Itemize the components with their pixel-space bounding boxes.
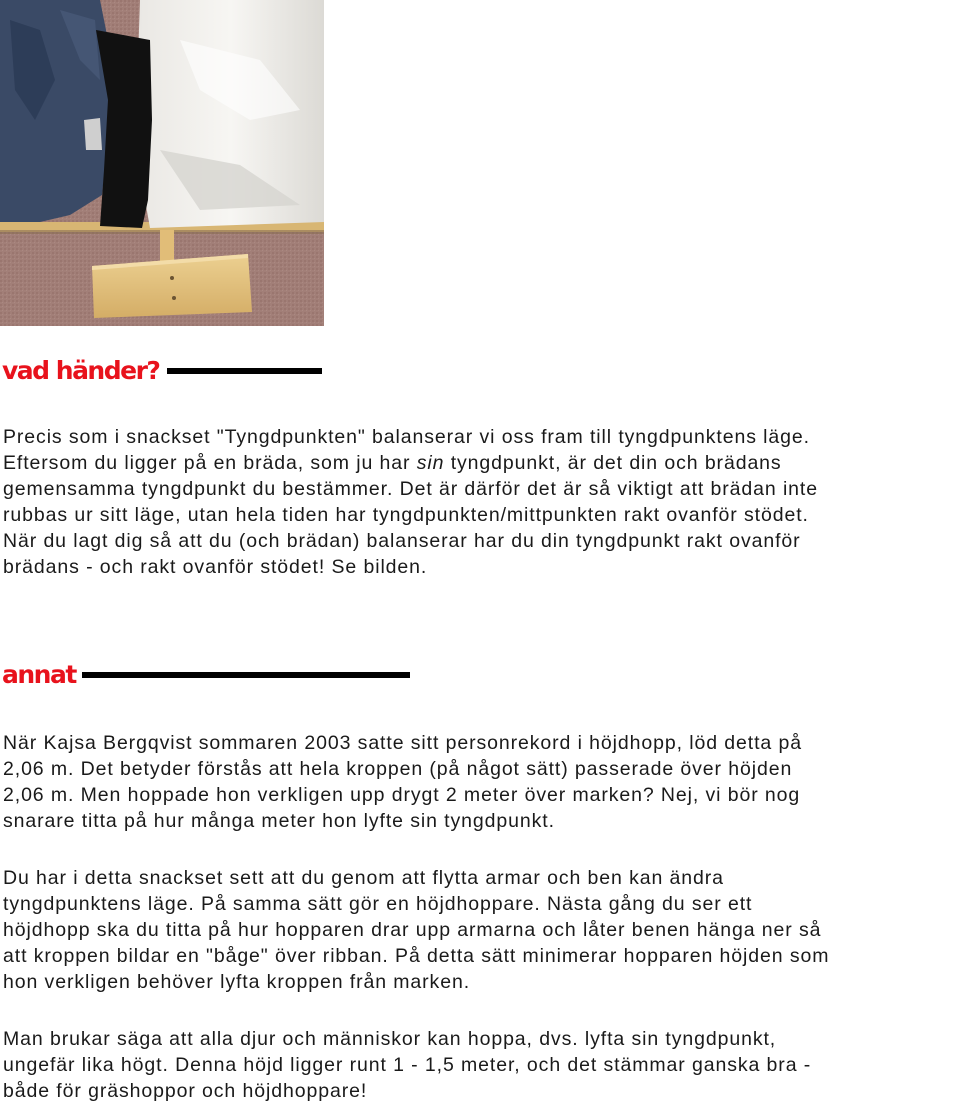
heading-rule [167, 368, 322, 374]
text-line [3, 502, 959, 528]
heading-rule [82, 672, 410, 678]
text-line: Du har i detta snackset sett att du genom att flytta armar och ben kan ändra [3, 867, 724, 889]
photo-person-on-board [0, 0, 324, 326]
text-line: 2,06 m. Det betyder förstås att hela kroppen (på något sätt) passerade över höjden [3, 758, 793, 780]
text-line: Man brukar säga att alla djur och människor kan hoppa, dvs. lyfta sin tyngdpunkt, [3, 1028, 777, 1050]
paragraph-vad-hander [3, 424, 959, 580]
text-line: tyngdpunktens läge. På samma sätt gör en höjdhoppare. Nästa gång du ser ett [3, 893, 753, 915]
text-line: både för gräshoppor och höjdhoppare! [3, 1080, 368, 1102]
belt-buckle [84, 118, 102, 150]
text-segment: brädans - och rakt ovanför stödet! Se bilden. [3, 556, 428, 578]
text-line [3, 476, 959, 502]
text-line: När Kajsa Bergqvist sommaren 2003 satte sitt personrekord i höjdhopp, löd detta på [3, 732, 802, 754]
section-heading-vad-hander [2, 358, 322, 383]
paragraph-djur-och-manniskor [3, 1026, 959, 1104]
text-segment: Precis som i snackset "Tyngdpunkten" balanserar vi oss fram till tyngdpunktens läge. [3, 426, 810, 448]
text-line [3, 424, 959, 450]
text-line [3, 528, 959, 554]
text-line: höjdhopp ska du titta på hur hopparen drar upp armarna och låter benen hänga ner så [3, 919, 822, 941]
text-segment: rubbas ur sitt läge, utan hela tiden har tyngdpunkten/mittpunkten rakt ovanför stödet. [3, 504, 809, 526]
paragraph-hojdhoppare [3, 865, 959, 995]
photo-illustration [0, 0, 324, 326]
text-line: snarare titta på hur många meter hon lyfte sin tyngdpunkt. [3, 810, 555, 832]
section-heading-annat [2, 662, 410, 687]
text-line: ungefär lika högt. Denna höjd ligger runt 1 - 1,5 meter, och det stämmar ganska bra - [3, 1054, 812, 1076]
heading-label: annat [2, 660, 76, 689]
emphasis-text: sin [416, 452, 445, 474]
text-segment: När du lagt dig så att du (och brädan) balanserar har du din tyngdpunkt rakt ovanför [3, 530, 801, 552]
heading-label: vad händer? [2, 356, 160, 385]
text-line [3, 450, 959, 476]
text-segment: gemensamma tyngdpunkt du bestämmer. Det är därför det är så viktigt att brädan inte [3, 478, 818, 500]
text-line: att kroppen bildar en "båge" över ribban. På detta sätt minimerar hopparen höjden som [3, 945, 830, 967]
text-segment: tyngdpunkt, är det din och brädans [444, 452, 782, 474]
text-line: hon verkligen behöver lyfta kroppen från marken. [3, 971, 471, 993]
text-line [3, 554, 959, 580]
text-line: 2,06 m. Men hoppade hon verkligen upp drygt 2 meter över marken? Nej, vi bör nog [3, 784, 801, 806]
paragraph-kajsa-bergqvist [3, 730, 959, 834]
text-segment: Eftersom du ligger på en bräda, som ju har [3, 452, 417, 474]
